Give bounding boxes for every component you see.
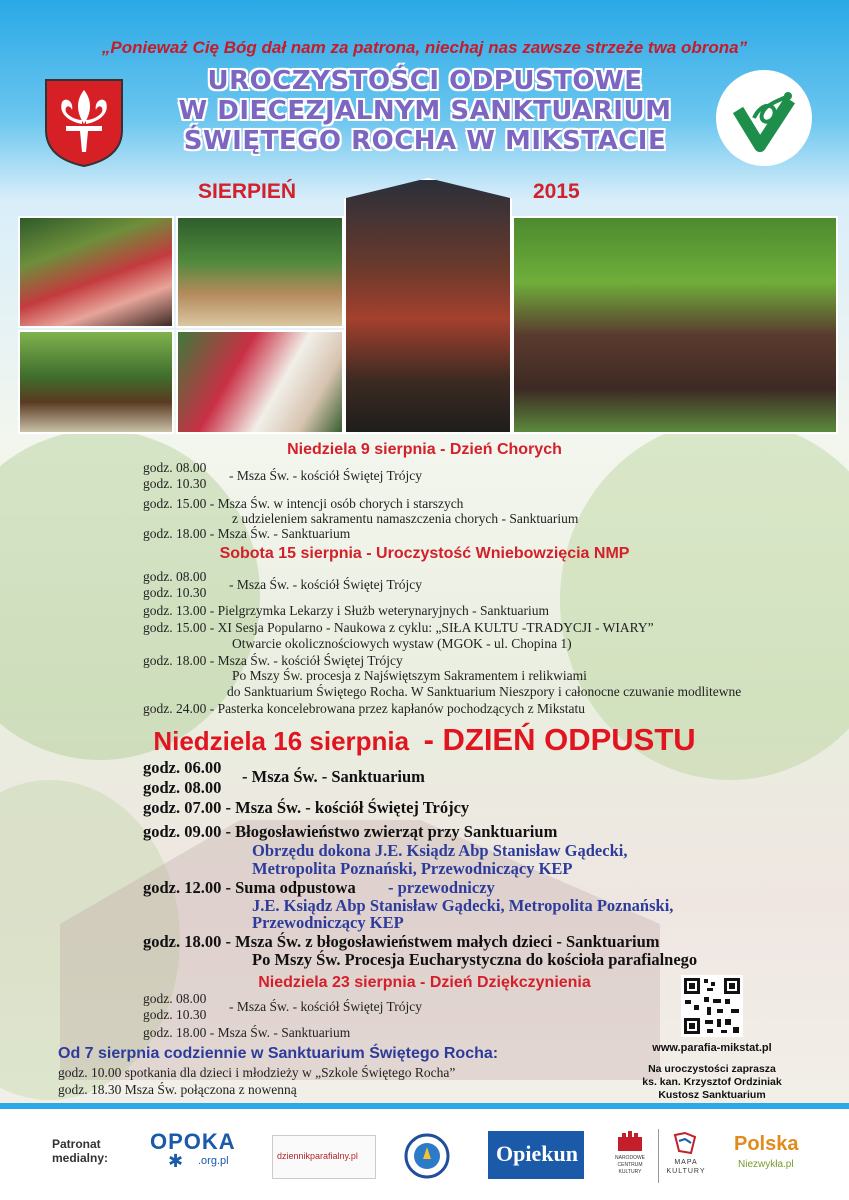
- sec3-line: Po Mszy Św. Procesja Eucharystyczna do kościoła parafialnego: [252, 950, 698, 969]
- sec3-heading: [0, 722, 849, 758]
- sec4-line: godz. 18.00 - Msza Św. - Sanktuarium: [143, 1025, 351, 1040]
- sec2-line: godz. 18.00 - Msza Św. - kościół Świętej Trójcy: [143, 653, 403, 668]
- polska-text: Polska: [734, 1133, 799, 1155]
- nck-line: NARODOWE: [615, 1155, 645, 1161]
- sec2-line: do Sanktuarium Świętego Rocha. W Sanktuarium Nieszpory i całonocne czuwanie modlitewne: [227, 684, 742, 699]
- title-line-2: W DIECEZJALNYM SANKTUARIUM: [178, 96, 672, 126]
- sec2-line: Po Mszy Św. procesja z Najświętszym Sakramentem i relikwiami: [232, 668, 587, 683]
- sec2-line: godz. 10.30: [143, 585, 207, 600]
- sec3-line: J.E. Ksiądz Abp Stanisław Gądecki, Metropolita Poznański,: [252, 896, 674, 915]
- sec3-line: godz. 12.00 - Suma odpustowa: [143, 878, 356, 897]
- sec3-line: godz. 07.00 - Msza Św. - kościół Świętej Trójcy: [143, 798, 470, 817]
- mapa-line: KULTURY: [666, 1168, 706, 1175]
- sec1-line: godz. 18.00 - Msza Św. - Sanktuarium: [143, 526, 351, 541]
- dziennik-text: dziennikparafialny.pl: [277, 1151, 358, 1161]
- title-line-1: UROCZYSTOŚCI ODPUSTOWE: [207, 66, 643, 96]
- patron-label-line: medialny:: [52, 1151, 109, 1165]
- star-icon: ✱: [168, 1151, 184, 1171]
- sec2-line: godz. 13.00 - Pielgrzymka Lekarzy i Służb weterynaryjnych - Sanktuarium: [143, 603, 550, 618]
- sec1-line: godz. 10.30: [143, 476, 207, 491]
- photo-bishop: [176, 330, 344, 434]
- photo-horse-riders: [18, 330, 174, 434]
- sec1-line: - Msza Św. - kościół Świętej Trójcy: [229, 468, 422, 483]
- sec3-line: Metropolita Poznański, Przewodniczący KEP: [252, 859, 573, 878]
- sec4-line: godz. 10.30: [143, 1007, 207, 1022]
- sec5-heading: Od 7 sierpnia codziennie w Sanktuarium Świętego Rocha:: [58, 1045, 499, 1062]
- sec3-heading-date: Niedziela 16 sierpnia: [153, 726, 410, 756]
- sec2-line: godz. 08.00: [143, 569, 207, 584]
- patron-label: [52, 1137, 108, 1165]
- sec1-line: godz. 08.00: [143, 460, 207, 475]
- sec5-line: godz. 18.30 Msza Św. połączona z nowenną: [58, 1082, 297, 1097]
- emblem-logo[interactable]: [404, 1133, 450, 1179]
- invite-line: ks. kan. Krzysztof Ordziniak: [642, 1076, 782, 1088]
- opiekun-logo[interactable]: [488, 1131, 584, 1179]
- nck-line: KULTURY: [618, 1169, 642, 1175]
- motto-quote: „Ponieważ Cię Bóg dał nam za patrona, niechaj nas zawsze strzeże twa obrona”: [101, 38, 748, 57]
- sec3-line: - Msza Św. - Sanktuarium: [242, 767, 425, 786]
- sec3-line: godz. 09.00 - Błogosławieństwo zwierząt przy Sanktuarium: [143, 822, 558, 841]
- polska-niezwykla-logo[interactable]: [734, 1133, 814, 1179]
- sec3-line: Przewodniczący KEP: [252, 913, 404, 932]
- sec3-line: godz. 08.00: [143, 778, 222, 797]
- opoka-logo[interactable]: [150, 1129, 242, 1179]
- invite-line: Kustosz Sanktuarium: [658, 1089, 766, 1101]
- sec4-line: - Msza Św. - kościół Świętej Trójcy: [229, 999, 422, 1014]
- sec3-line: Obrzędu dokona J.E. Ksiądz Abp Stanisław Gądecki,: [252, 841, 628, 860]
- coat-of-arms-icon: [44, 78, 124, 168]
- map-pin-icon: [673, 1131, 697, 1155]
- castle-icon: [618, 1131, 642, 1151]
- sec1-heading: Niedziela 9 sierpnia - Dzień Chorych: [287, 441, 562, 458]
- sec3-line: godz. 18.00 - Msza Św. z błogosławieństwem małych dzieci - Sanktuarium: [143, 932, 660, 951]
- title-line-3: ŚWIĘTEGO ROCHA W MIKSTACIE: [183, 126, 667, 156]
- photo-crowd: [18, 216, 174, 328]
- sec2-heading: Sobota 15 sierpnia - Uroczystość Wniebowzięcia NMP: [219, 545, 630, 562]
- patron-label-line: Patronat: [52, 1137, 101, 1151]
- sec2-line: - Msza Św. - kościół Świętej Trójcy: [229, 577, 422, 592]
- month-label: SIERPIEŃ: [198, 180, 297, 203]
- opoka-text: OPOKA: [150, 1129, 236, 1154]
- sec3-line: godz. 06.00: [143, 758, 222, 777]
- nck-line: CENTRUM: [617, 1162, 643, 1168]
- year-label: 2015: [533, 180, 580, 203]
- photo-pets-blessing: [176, 216, 344, 328]
- opoka-sub: .org.pl: [198, 1155, 229, 1167]
- photo-wooden-church: [512, 216, 838, 434]
- mapa-line: MAPA: [674, 1159, 698, 1166]
- sec2-line: godz. 15.00 - XI Sesja Popularno - Naukowa z cyklu: „SIŁA KULTU -TRADYCJI - WIARY”: [143, 620, 654, 635]
- invite-line: Na uroczystości zaprasza: [648, 1063, 776, 1075]
- sec4-heading: Niedziela 23 sierpnia - Dzień Dziękczynienia: [258, 974, 591, 991]
- sec4-line: godz. 08.00: [143, 991, 207, 1006]
- sec5-line: godz. 10.00 spotkania dla dzieci i młodzieży w „Szkole Świętego Rocha”: [58, 1065, 456, 1080]
- dziennik-logo[interactable]: [272, 1135, 376, 1179]
- sec3-line: - przewodniczy: [388, 878, 495, 897]
- painting-saint-roch: [344, 178, 512, 434]
- snake-v-icon: [716, 70, 812, 166]
- mapa-kultury-logo[interactable]: [658, 1129, 711, 1183]
- sec2-line: godz. 24.00 - Pasterka koncelebrowana przez kapłanów pochodzących z Mikstatu: [143, 701, 585, 716]
- vet-logo: [716, 70, 812, 166]
- nck-logo[interactable]: [612, 1131, 648, 1183]
- sec1-line: z udzieleniem sakramentu namaszczenia chorych - Sanktuarium: [232, 511, 579, 526]
- sec1-line: godz. 15.00 - Msza Św. w intencji osób chorych i starszych: [143, 496, 464, 511]
- sec2-line: Otwarcie okolicznościowych wystaw (MGOK - ul. Chopina 1): [232, 636, 572, 651]
- sec3-heading-feast: - DZIEŃ ODPUSTU: [423, 722, 696, 757]
- opiekun-text: Opiekun: [496, 1141, 578, 1166]
- footer-patrons: [0, 1103, 849, 1200]
- polska-sub: Niezwykła.pl: [738, 1159, 794, 1170]
- website-link[interactable]: www.parafia-mikstat.pl: [652, 1042, 772, 1054]
- qr-code-icon: [681, 975, 743, 1037]
